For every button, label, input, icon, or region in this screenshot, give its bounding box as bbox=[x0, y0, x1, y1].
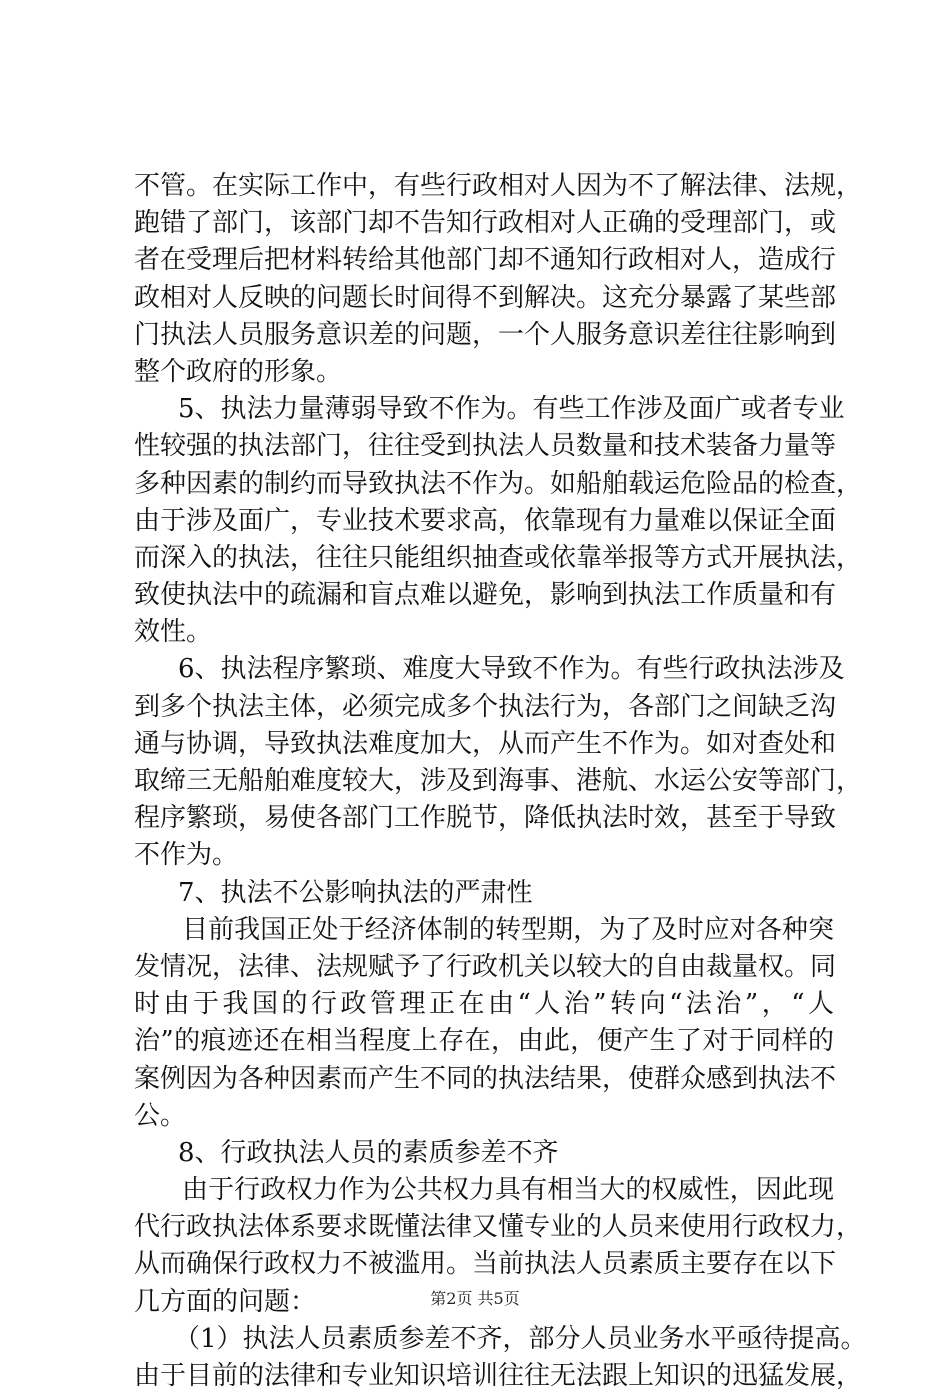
text-line: 到多个执法主体，必须完成多个执法行为，各部门之间缺乏沟 bbox=[134, 691, 837, 722]
text-line: 由于目前的法律和专业知识培训往往无法跟上知识的迅猛发展， bbox=[134, 1361, 863, 1391]
document-body bbox=[134, 168, 867, 1395]
text-line: 公。 bbox=[134, 1100, 187, 1131]
text-line: 程序繁琐，易使各部门工作脱节，降低执法时效，甚至于导致 bbox=[134, 803, 837, 834]
paragraph-heading-8: 8、行政执法人员的素质参差不齐 bbox=[178, 1137, 559, 1168]
paragraph-heading-5: 5、执法力量薄弱导致不作为。有些工作涉及面广或者专业 bbox=[178, 394, 845, 425]
text-line: 跑错了部门，该部门却不告知行政相对人正确的受理部门，或 bbox=[134, 208, 837, 239]
text-line: 者在受理后把材料转给其他部门却不通知行政相对人，造成行 bbox=[134, 245, 837, 276]
text-line: 致使执法中的疏漏和盲点难以避免，影响到执法工作质量和有 bbox=[134, 580, 837, 611]
text-line: 不管。在实际工作中，有些行政相对人因为不了解法律、法规， bbox=[134, 171, 863, 201]
text-line: 取缔三无船舶难度较大，涉及到海事、港航、水运公安等部门， bbox=[134, 766, 863, 796]
text-line: 由于涉及面广，专业技术要求高，依靠现有力量难以保证全面 bbox=[134, 505, 837, 536]
text-line: 时由于我国的行政管理正在由“人治”转向“法治”，“人 bbox=[134, 989, 834, 1020]
text-line: 而深入的执法，往往只能组织抽查或依靠举报等方式开展执法， bbox=[134, 542, 863, 573]
text-line: 不作为。 bbox=[134, 840, 239, 871]
text-line: 几方面的问题： bbox=[134, 1286, 317, 1317]
paragraph-heading-6: 6、执法程序繁琐、难度大导致不作为。有些行政执法涉及 bbox=[178, 654, 845, 685]
text-line: 治”的痕迹还在相当程度上存在，由此，便产生了对于同样的 bbox=[134, 1026, 834, 1057]
text-line: 案例因为各种因素而产生不同的执法结果，使群众感到执法不 bbox=[134, 1063, 837, 1094]
text-line: 发情况，法律、法规赋予了行政机关以较大的自由裁量权。同 bbox=[134, 951, 837, 982]
text-line: 通与协调，导致执法难度加大，从而产生不作为。如对查处和 bbox=[134, 728, 837, 759]
text-line: 多种因素的制约而导致执法不作为。如船舶载运危险品的检查， bbox=[134, 468, 863, 499]
page-number-footer: 第2页 共5页 bbox=[430, 1289, 520, 1308]
text-line: 政相对人反映的问题长时间得不到解决。这充分暴露了某些部 bbox=[134, 282, 837, 313]
text-line: 整个政府的形象。 bbox=[134, 356, 343, 387]
text-line: 效性。 bbox=[134, 617, 213, 648]
text-line: 代行政执法体系要求既懂法律又懂专业的人员来使用行政权力， bbox=[134, 1212, 863, 1243]
text-line: 由于行政权力作为公共权力具有相当大的权威性，因此现 bbox=[182, 1175, 834, 1206]
text-line: 性较强的执法部门，往往受到执法人员数量和技术装备力量等 bbox=[134, 431, 837, 462]
text-line: 从而确保行政权力不被滥用。当前执法人员素质主要存在以下 bbox=[134, 1249, 837, 1280]
text-line: 目前我国正处于经济体制的转型期，为了及时应对各种突 bbox=[182, 914, 834, 945]
paragraph-heading-7: 7、执法不公影响执法的严肃性 bbox=[178, 877, 533, 908]
text-line: 门执法人员服务意识差的问题，一个人服务意识差往往影响到 bbox=[134, 319, 837, 350]
text-line: （1）执法人员素质参差不齐，部分人员业务水平亟待提高。 bbox=[174, 1323, 867, 1354]
